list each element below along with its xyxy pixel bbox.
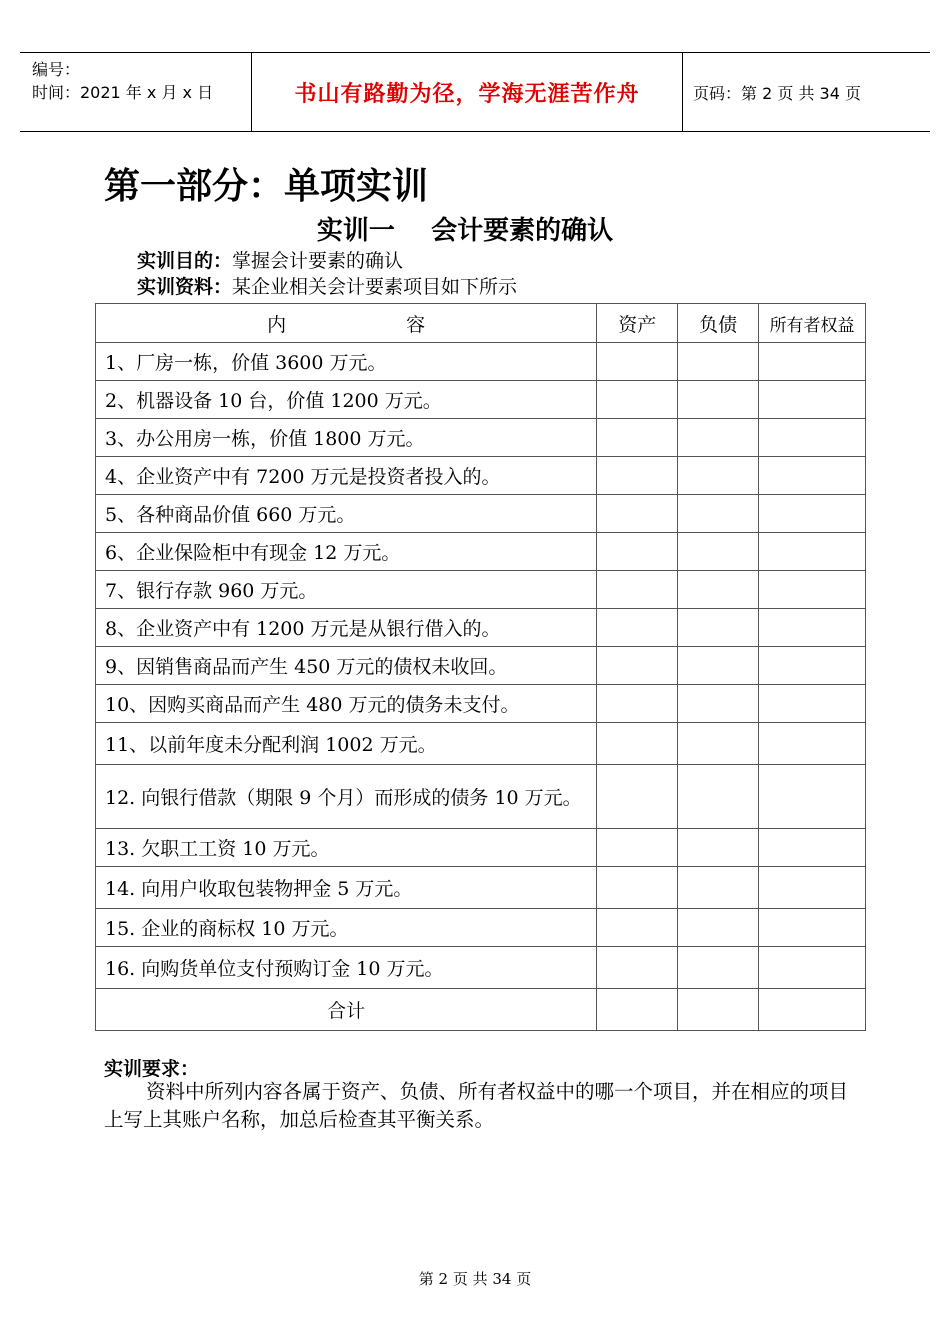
purpose-line [137, 246, 403, 273]
table-row [96, 685, 866, 723]
part-title: 第一部分：单项实训 [104, 166, 429, 207]
table-body [96, 343, 866, 1031]
asset-cell[interactable] [597, 571, 678, 609]
asset-cell[interactable] [597, 723, 678, 765]
number-label: 编号： [32, 60, 81, 79]
equity-cell[interactable] [759, 343, 866, 381]
liability-cell[interactable] [678, 495, 759, 533]
asset-cell[interactable] [597, 909, 678, 947]
asset-cell[interactable] [597, 685, 678, 723]
equity-cell[interactable] [759, 765, 866, 829]
elements-table [95, 303, 866, 1031]
total-equity-cell[interactable] [759, 989, 866, 1031]
row-content: 15. 企业的商标权 10 万元。 [96, 909, 597, 947]
asset-cell[interactable] [597, 609, 678, 647]
total-asset-cell[interactable] [597, 989, 678, 1031]
liability-cell[interactable] [678, 381, 759, 419]
material-text: 某企业相关会计要素项目如下所示 [232, 276, 518, 298]
header-equity: 所有者权益 [759, 304, 866, 343]
liability-cell[interactable] [678, 909, 759, 947]
asset-cell[interactable] [597, 533, 678, 571]
table-row [96, 419, 866, 457]
row-content: 6、企业保险柜中有现金 12 万元。 [96, 533, 597, 571]
requirements-title: 实训要求： [104, 1058, 200, 1080]
header-asset: 资产 [597, 304, 678, 343]
table-row [96, 647, 866, 685]
equity-cell[interactable] [759, 723, 866, 765]
table-row [96, 723, 866, 765]
equity-cell[interactable] [759, 829, 866, 867]
total-liability-cell[interactable] [678, 989, 759, 1031]
asset-cell[interactable] [597, 495, 678, 533]
row-content: 16. 向购货单位支付预购订金 10 万元。 [96, 947, 597, 989]
table-row [96, 343, 866, 381]
liability-cell[interactable] [678, 723, 759, 765]
asset-cell[interactable] [597, 457, 678, 495]
material-label: 实训资料： [137, 276, 233, 298]
header-motto-cell [252, 53, 683, 131]
row-content: 10、因购买商品而产生 480 万元的债务未支付。 [96, 685, 597, 723]
equity-cell[interactable] [759, 381, 866, 419]
header-content [96, 304, 597, 343]
liability-cell[interactable] [678, 457, 759, 495]
table-row [96, 571, 866, 609]
table-row [96, 533, 866, 571]
material-line [137, 272, 517, 299]
table-row [96, 947, 866, 989]
equity-cell[interactable] [759, 571, 866, 609]
row-content: 3、办公用房一栋，价值 1800 万元。 [96, 419, 597, 457]
table-row [96, 381, 866, 419]
time-label: 时间：2021 年 x 月 x 日 [32, 83, 214, 102]
row-content: 14. 向用户收取包装物押金 5 万元。 [96, 867, 597, 909]
equity-cell[interactable] [759, 609, 866, 647]
equity-cell[interactable] [759, 909, 866, 947]
asset-cell[interactable] [597, 765, 678, 829]
motto: 书山有路勤为径，学海无涯苦作舟 [294, 81, 640, 107]
liability-cell[interactable] [678, 829, 759, 867]
asset-cell[interactable] [597, 343, 678, 381]
asset-cell[interactable] [597, 947, 678, 989]
total-label: 合计 [96, 989, 597, 1031]
table-row [96, 829, 866, 867]
header-content-a: 内 [267, 313, 287, 336]
header-meta [20, 53, 252, 131]
total-row [96, 989, 866, 1031]
liability-cell[interactable] [678, 419, 759, 457]
row-content: 8、企业资产中有 1200 万元是从银行借入的。 [96, 609, 597, 647]
row-content: 12. 向银行借款（期限 9 个月）而形成的债务 10 万元。 [96, 765, 597, 829]
header-page-cell [683, 53, 930, 131]
row-content: 1、厂房一栋，价值 3600 万元。 [96, 343, 597, 381]
table-row [96, 457, 866, 495]
liability-cell[interactable] [678, 609, 759, 647]
equity-cell[interactable] [759, 647, 866, 685]
page-footer: 第 2 页 共 34 页 [418, 1270, 532, 1288]
section-title-text: 实训一 会计要素的确认 [316, 216, 614, 246]
liability-cell[interactable] [678, 867, 759, 909]
liability-cell[interactable] [678, 343, 759, 381]
row-content: 2、机器设备 10 台，价值 1200 万元。 [96, 381, 597, 419]
row-content: 13. 欠职工工资 10 万元。 [96, 829, 597, 867]
requirements-body: 资料中所列内容各属于资产、负债、所有者权益中的哪一个项目，并在相应的项目上写上其账户名称，加总后检查其平衡关系。 [104, 1080, 849, 1131]
liability-cell[interactable] [678, 571, 759, 609]
header-liability: 负债 [678, 304, 759, 343]
table-row [96, 495, 866, 533]
equity-cell[interactable] [759, 947, 866, 989]
asset-cell[interactable] [597, 647, 678, 685]
asset-cell[interactable] [597, 867, 678, 909]
row-content: 7、银行存款 960 万元。 [96, 571, 597, 609]
equity-cell[interactable] [759, 867, 866, 909]
liability-cell[interactable] [678, 647, 759, 685]
liability-cell[interactable] [678, 765, 759, 829]
page-info: 页码：第 2 页 共 34 页 [693, 83, 861, 103]
table-row [96, 909, 866, 947]
row-content: 4、企业资产中有 7200 万元是投资者投入的。 [96, 457, 597, 495]
header-content-b: 容 [406, 313, 426, 336]
equity-cell[interactable] [759, 685, 866, 723]
table-header-row [96, 304, 866, 343]
equity-cell[interactable] [759, 457, 866, 495]
asset-cell[interactable] [597, 381, 678, 419]
table-row [96, 765, 866, 829]
page-header [20, 52, 930, 132]
row-content: 5、各种商品价值 660 万元。 [96, 495, 597, 533]
row-content: 11、以前年度未分配利润 1002 万元。 [96, 723, 597, 765]
purpose-label: 实训目的： [137, 250, 233, 272]
equity-cell[interactable] [759, 495, 866, 533]
equity-cell[interactable] [759, 419, 866, 457]
table-row [96, 609, 866, 647]
section-title [0, 210, 950, 247]
liability-cell[interactable] [678, 533, 759, 571]
equity-cell[interactable] [759, 533, 866, 571]
liability-cell[interactable] [678, 947, 759, 989]
purpose-text: 掌握会计要素的确认 [232, 250, 404, 272]
asset-cell[interactable] [597, 419, 678, 457]
liability-cell[interactable] [678, 685, 759, 723]
asset-cell[interactable] [597, 829, 678, 867]
row-content: 9、因销售商品而产生 450 万元的债权未收回。 [96, 647, 597, 685]
table-row [96, 867, 866, 909]
